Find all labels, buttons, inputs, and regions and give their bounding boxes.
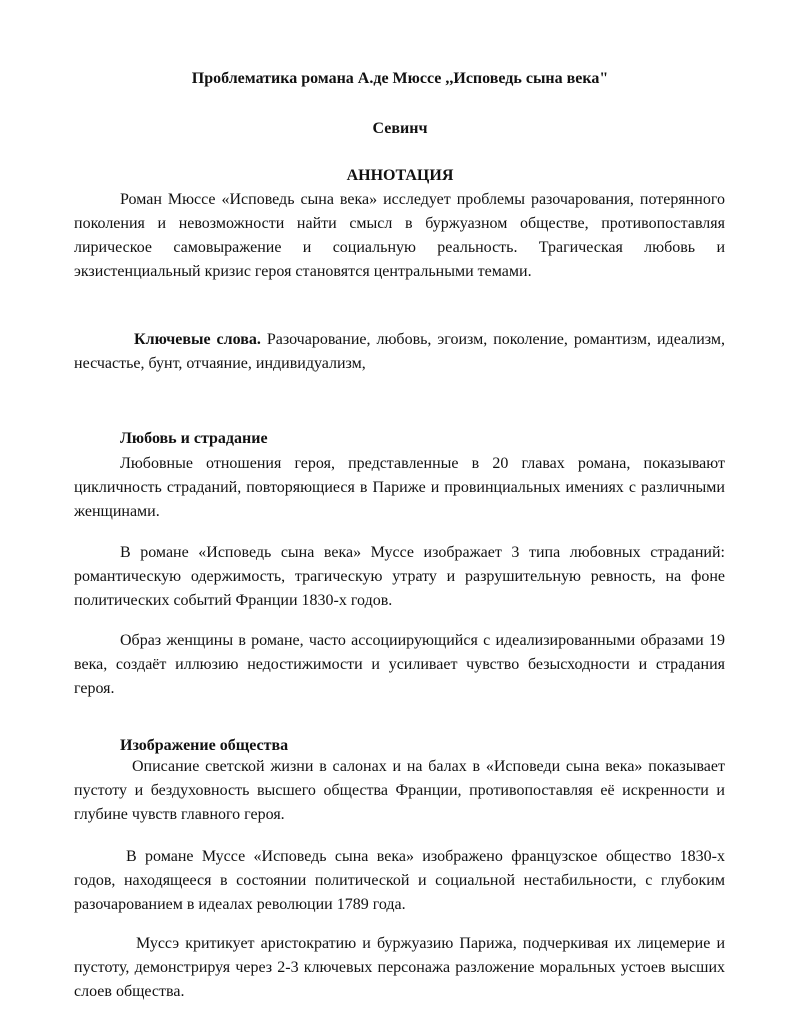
section1-paragraph: Любовные отношения героя, представленные в 20 главах романа, показывают цикличность страданий, повторяющиеся в Париже и провинциальных имениях с различными женщинами. — [74, 455, 725, 520]
keywords-paragraph — [74, 328, 725, 376]
keywords-text: Разочарование, любовь, эгоизм, поколение, романтизм, идеализм, несчастье, бунт, отчаяние, индивидуализм, — [74, 331, 726, 372]
section1-paragraph: В романе «Исповедь сына века» Муссе изображает 3 типа любовных страданий: романтическую одержимость, трагическую утрату и разрушительную ревность, на фоне политических событий Франции 1830-х годов. — [74, 544, 725, 609]
annotation-heading: АННОТАЦИЯ — [346, 167, 454, 184]
section-heading-love: Любовь и страдание — [120, 430, 268, 447]
keywords-label: Ключевые слова. — [134, 331, 261, 348]
section2-paragraph: В романе Муссе «Исповедь сына века» изображено французское общество 1830-х годов, находящееся в состоянии политической и социальной нестабильности, с глубоким разочарованием в идеалах революции 1789 года. — [74, 848, 725, 913]
section1-paragraph: Образ женщины в романе, часто ассоциирующийся с идеализированными образами 19 века, создаёт иллюзию недостижимости и усиливает чувство безысходности и страдания героя. — [74, 632, 725, 697]
section2-paragraph: Описание светской жизни в салонах и на балах в «Исповеди сына века» показывает пустоту и бездуховность высшего общества Франции, противопоставляя её искренности и глубине чувств главного героя. — [74, 758, 725, 823]
author-name: Севинч — [372, 120, 428, 137]
document-title: Проблематика романа А.де Мюссе ,,Исповедь сына века" — [191, 70, 609, 87]
annotation-paragraph: Роман Мюссе «Исповедь сына века» исследует проблемы разочарования, потерянного поколения и невозможности найти смысл в буржуазном обществе, противопоставляя лирическое самовыражение и социальную реальность. Трагическая любовь и экзистенциальный кризис героя становятся центральными темами. — [74, 191, 725, 280]
section-heading-society: Изображение общества — [120, 737, 289, 754]
section2-paragraph: Муссэ критикует аристократию и буржуазию Парижа, подчеркивая их лицемерие и пустоту, демонстрируя через 2-3 ключевых персонажа разложение моральных устоев высших слоев общества. — [74, 935, 725, 1000]
